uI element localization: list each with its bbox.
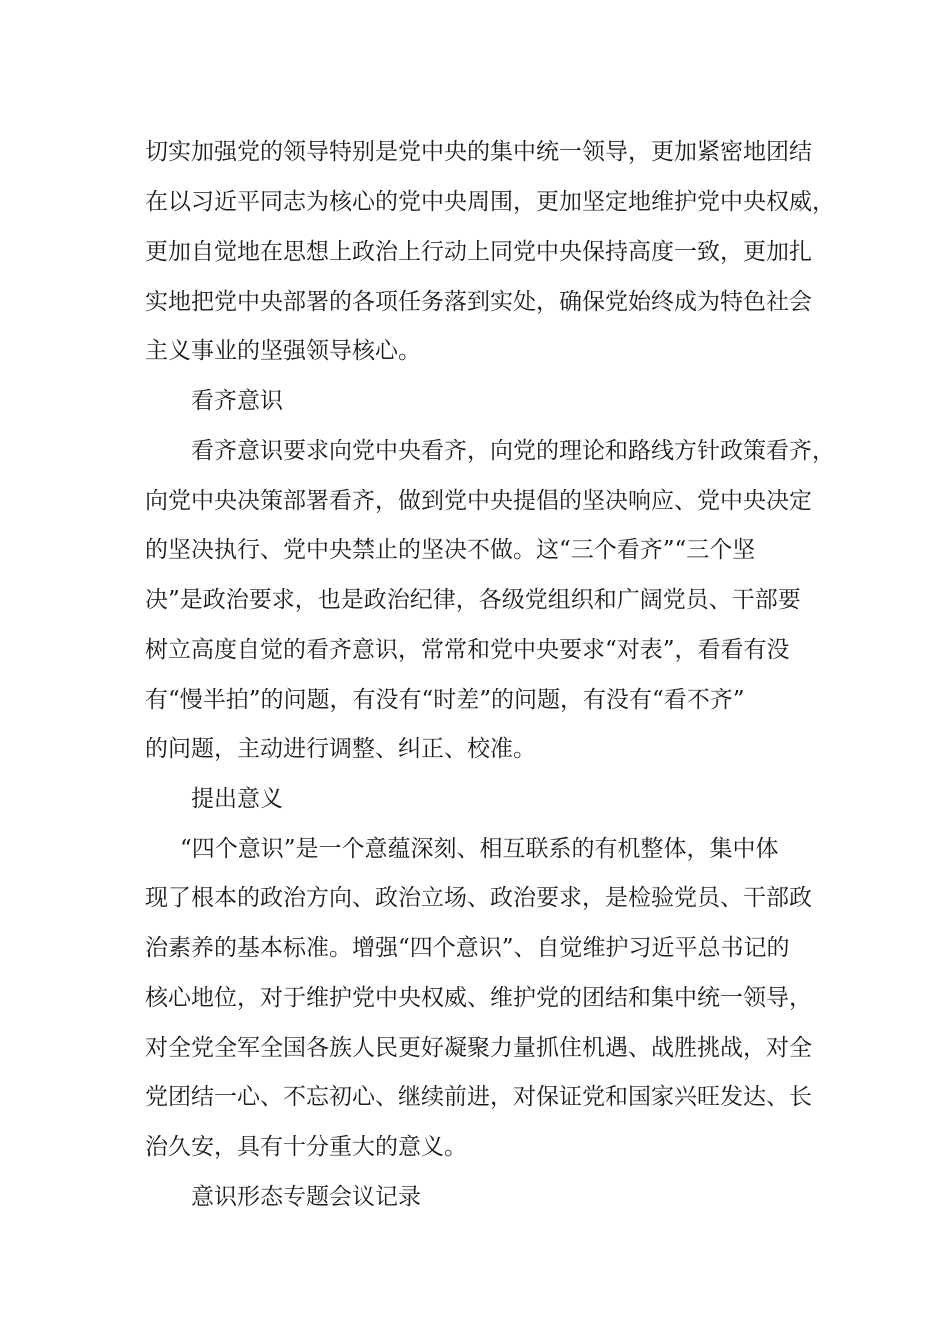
body-line: “四个意识”是一个意蕴深刻、相互联系的有机整体，集中体 <box>180 836 779 862</box>
body-line: 治素养的基本标准。增强“四个意识”、自觉维护习近平总书记的 <box>145 935 790 961</box>
body-line: 树立高度自觉的看齐意识，常常和党中央要求“对表”，看看有没 <box>145 637 790 663</box>
section-heading: 提出意义 <box>191 786 283 812</box>
body-line: 的坚决执行、党中央禁止的坚决不做。这“三个看齐”“三个坚 <box>145 537 756 563</box>
body-line: 治久安，具有十分重大的意义。 <box>145 1134 467 1160</box>
body-line: 现了根本的政治方向、政治立场、政治要求，是检验党员、干部政 <box>145 885 812 911</box>
body-line: 有“慢半拍”的问题，有没有“时差”的问题，有没有“看不齐” <box>145 687 745 713</box>
body-line: 切实加强党的领导特别是党中央的集中统一领导，更加紧密地团结 <box>145 139 812 165</box>
body-line: 决”是政治要求，也是政治纪律，各级党组织和广阔党员、干部要 <box>145 587 801 613</box>
body-line: 核心地位，对于维护党中央权威、维护党的团结和集中统一领导， <box>145 985 812 1011</box>
body-line: 更加自觉地在思想上政治上行动上同党中央保持高度一致，更加扎 <box>145 239 812 265</box>
body-line: 看齐意识要求向党中央看齐，向党的理论和路线方针政策看齐， <box>191 438 835 464</box>
body-line: 主义事业的坚强领导核心。 <box>145 338 421 364</box>
body-line: 实地把党中央部署的各项任务落到实处，确保党始终成为特色社会 <box>145 289 812 315</box>
body-line: 在以习近平同志为核心的党中央周围，更加坚定地维护党中央权威， <box>145 189 835 215</box>
body-line: 向党中央决策部署看齐，做到党中央提倡的坚决响应、党中央决定 <box>145 488 812 514</box>
body-line: 党团结一心、不忘初心、继续前进，对保证党和国家兴旺发达、长 <box>145 1084 812 1110</box>
body-line: 的问题，主动进行调整、纠正、校准。 <box>145 736 536 762</box>
section-heading: 看齐意识 <box>191 388 283 414</box>
body-line: 对全党全军全国各族人民更好凝聚力量抓住机遇、战胜挑战，对全 <box>145 1035 812 1061</box>
section-heading: 意识形态专题会议记录 <box>191 1184 421 1210</box>
